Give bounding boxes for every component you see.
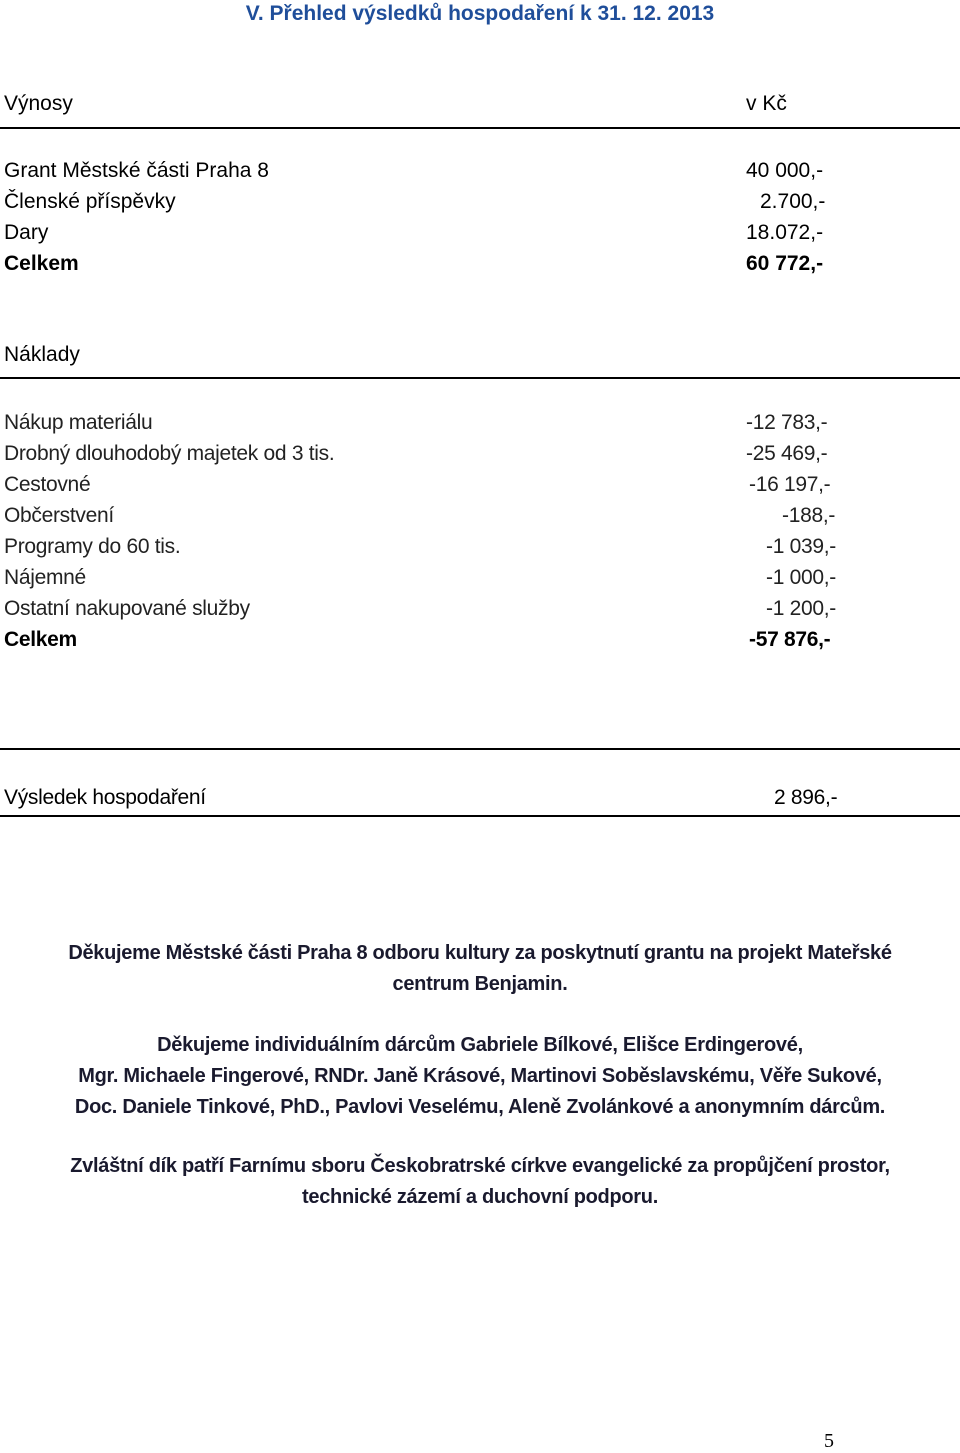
revenue-row xyxy=(4,190,904,220)
expense-value: -16 197,- xyxy=(749,473,831,496)
expense-row xyxy=(4,504,904,534)
result-bottom-rule xyxy=(0,815,960,817)
thanks-line: Děkujeme Městské části Praha 8 odboru kultury za poskytnutí grantu na projekt Mateřské xyxy=(68,942,892,964)
expense-row xyxy=(4,597,904,627)
thanks-grant-paragraph xyxy=(0,938,960,1000)
expense-label: Drobný dlouhodobý majetek od 3 tis. xyxy=(4,442,335,465)
expense-value: -25 469,- xyxy=(746,442,828,465)
result-label: Výsledek hospodaření xyxy=(4,786,206,809)
expense-row xyxy=(4,535,904,565)
expense-label: Cestovné xyxy=(4,473,91,496)
thanks-church-paragraph xyxy=(0,1151,960,1213)
expense-value: -188,- xyxy=(782,504,836,527)
expense-total-row xyxy=(4,628,904,658)
revenue-row xyxy=(4,159,904,189)
thanks-line: Doc. Daniele Tinkové, PhD., Pavlovi Veselému, Aleně Zvolánkové a anonymním dárcům. xyxy=(74,1096,886,1118)
expense-row xyxy=(4,473,904,503)
expense-value: -12 783,- xyxy=(746,411,828,434)
expenses-heading-rule xyxy=(0,377,960,379)
expense-value: -1 000,- xyxy=(766,566,836,589)
revenue-label: Dary xyxy=(4,221,49,244)
revenue-label: Členské příspěvky xyxy=(4,190,176,213)
expense-label: Nákup materiálu xyxy=(4,411,153,434)
page-title: V. Přehled výsledků hospodaření k 31. 12. 2013 xyxy=(245,2,715,25)
expense-label: Ostatní nakupované služby xyxy=(4,597,250,620)
revenues-heading-rule xyxy=(0,127,960,129)
expense-row xyxy=(4,442,904,472)
revenue-total-label: Celkem xyxy=(4,252,79,275)
revenue-row xyxy=(4,221,904,251)
revenue-total-value: 60 772,- xyxy=(746,252,824,275)
thanks-line: centrum Benjamin. xyxy=(392,973,568,995)
revenues-heading: Výnosy xyxy=(4,92,73,115)
expense-row xyxy=(4,566,904,596)
result-top-rule xyxy=(0,748,960,750)
expense-value: -1 200,- xyxy=(766,597,836,620)
result-value: 2 896,- xyxy=(774,786,838,809)
expense-total-label: Celkem xyxy=(4,628,77,651)
thanks-line: Zvláštní dík patří Farnímu sboru Českobratrské církve evangelické za propůjčení prostor, xyxy=(70,1155,890,1177)
revenue-value: 2.700,- xyxy=(760,190,826,213)
revenue-value: 18.072,- xyxy=(746,221,824,244)
revenue-label: Grant Městské části Praha 8 xyxy=(4,159,269,182)
expense-total-value: -57 876,- xyxy=(749,628,831,651)
thanks-donors-paragraph xyxy=(0,1030,960,1123)
currency-unit: v Kč xyxy=(746,92,787,115)
expense-label: Programy do 60 tis. xyxy=(4,535,181,558)
expense-label: Občerstvení xyxy=(4,504,114,527)
thanks-line: Mgr. Michaele Fingerové, RNDr. Janě Krásové, Martinovi Soběslavskému, Věře Sukové, xyxy=(78,1065,882,1087)
revenue-total-row xyxy=(4,252,904,282)
thanks-line: Děkujeme individuálním dárcům Gabriele Bílkové, Elišce Erdingerové, xyxy=(157,1034,803,1056)
expense-value: -1 039,- xyxy=(766,535,836,558)
thanks-line: technické zázemí a duchovní podporu. xyxy=(302,1186,658,1208)
page-number: 5 xyxy=(824,1430,834,1452)
expense-row xyxy=(4,411,904,441)
revenue-value: 40 000,- xyxy=(746,159,824,182)
expense-label: Nájemné xyxy=(4,566,86,589)
expenses-heading: Náklady xyxy=(4,343,80,366)
